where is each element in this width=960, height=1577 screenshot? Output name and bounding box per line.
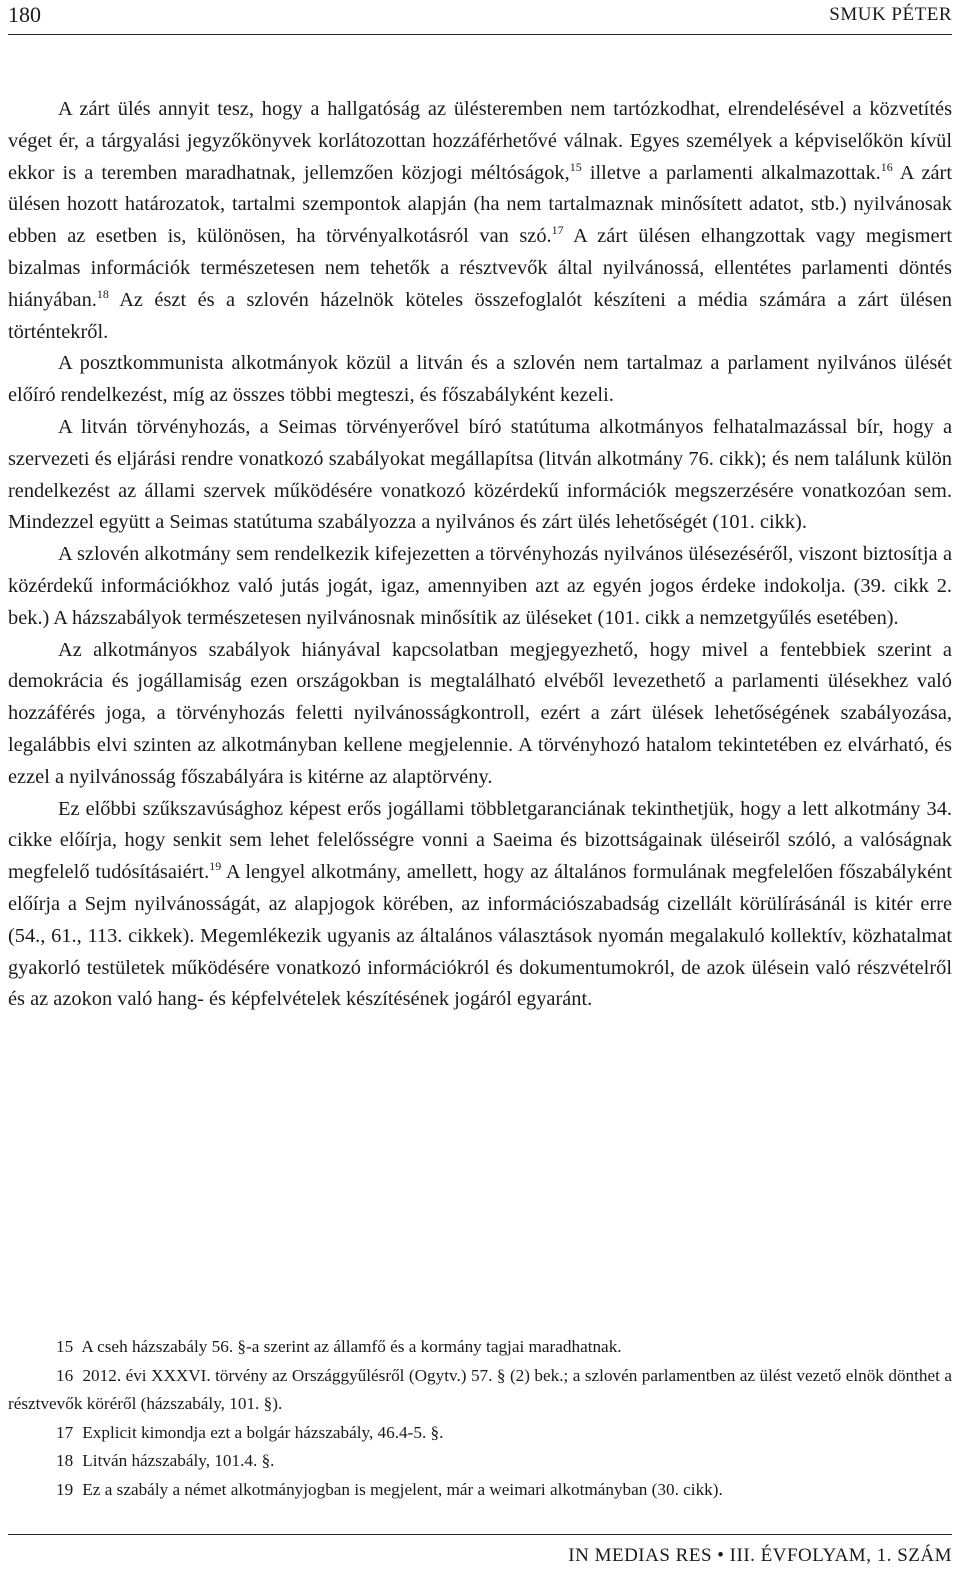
footnote-text: 2012. évi XXXVI. törvény az Országgyűlésről (Ogytv.) 57. § (2) bek.; a szlovén parlamentben az ülést vezető elnök dönthet a résztvevők köréről (házszabály, 101. §). bbox=[8, 1365, 952, 1413]
footnote-reference[interactable]: 18 bbox=[96, 286, 109, 301]
page-header bbox=[8, 0, 952, 35]
footnotes bbox=[8, 1333, 952, 1504]
footnote-text: Explicit kimondja ezt a bolgár házszabály, 46.4-5. §. bbox=[82, 1422, 444, 1442]
paragraph-text: Ez előbbi szűkszavúsághoz képest erős jogállami többletgaranciának tekinthetjük, hogy a lett alkotmány 34. cikke előírja, hogy senkit sem lehet felelősségre vonni a Saeima és bizottságainak üléseiről szóló, a valóságnak megfelelő tudósításaiért. bbox=[8, 797, 952, 884]
footnote-reference[interactable]: 17 bbox=[551, 223, 564, 238]
paragraph bbox=[8, 412, 952, 539]
journal-info bbox=[568, 1545, 952, 1567]
paragraph-text: A szlovén alkotmány sem rendelkezik kifejezetten a törvényhozás nyilvános ülésezéséről, viszont biztosítja a közérdekű információkhoz való jutás jogát, igaz, amennyiben azt az egyén jogos érdeke indokolja. (39. cikk 2. bek.) A házszabályok természetesen nyilvánosnak minősítik az üléseket (101. cikk a nemzetgyűlés esetében). bbox=[8, 543, 952, 629]
paragraph-text: A zárt ülésen elhangzottak vagy megismert bizalmas információk természetesen nem tehetők a résztvevők által nyilvánossá, ellentétes parlamenti döntés hiányában. bbox=[8, 225, 952, 311]
footnote-text: Litván házszabály, 101.4. §. bbox=[82, 1451, 275, 1470]
footnote bbox=[8, 1476, 952, 1505]
footnote bbox=[8, 1447, 952, 1476]
paragraph bbox=[8, 794, 952, 1017]
separator-bullet: • bbox=[717, 1545, 725, 1566]
main-text bbox=[8, 94, 952, 1016]
paragraph bbox=[8, 348, 952, 412]
footnote-number: 16 bbox=[56, 1365, 74, 1385]
paragraph-text: A zárt ülésen hozott határozatok, tartalmi szempontok alapján (ha nem tartalmaznak minősített adatot, stb.) nyilvánosak ebben az esetben is, különösen, ha törvényalkotásról van szó. bbox=[8, 161, 953, 248]
journal-title: IN MEDIAS RES bbox=[568, 1545, 713, 1566]
footnote-number: 15 bbox=[56, 1337, 74, 1356]
page-footer bbox=[8, 1534, 952, 1577]
paragraph-text: A posztkommunista alkotmányok közül a litván és a szlovén nem tartalmaz a parlament nyilvános ülését előíró rendelkezést, míg az összes többi megteszi, és főszabályként kezeli. bbox=[8, 352, 952, 407]
footnote-reference[interactable]: 16 bbox=[880, 159, 893, 174]
footnote-number: 17 bbox=[56, 1422, 74, 1442]
paragraph bbox=[8, 94, 952, 348]
paragraph bbox=[8, 539, 952, 634]
running-head-author: SMUK PÉTER bbox=[829, 4, 952, 25]
footnote-text: A cseh házszabály 56. §-a szerint az államfő és a kormány tagjai maradhatnak. bbox=[81, 1337, 622, 1356]
paragraph-text: Az észt és a szlovén házelnök köteles összefoglalót készíteni a média számára a zárt ülésen történtekről. bbox=[8, 288, 952, 343]
footnote bbox=[8, 1362, 952, 1419]
footnote bbox=[8, 1419, 952, 1448]
footnote-number: 19 bbox=[56, 1479, 74, 1499]
page-number: 180 bbox=[8, 2, 41, 27]
paragraph bbox=[8, 635, 952, 794]
footnote-reference[interactable]: 19 bbox=[209, 859, 222, 874]
footnote-reference[interactable]: 15 bbox=[569, 159, 582, 174]
paragraph-text: A litván törvényhozás, a Seimas törvényerővel bíró statútuma alkotmányos felhatalmazással bír, hogy a szervezeti és eljárási rendre vonatkozó szabályokat megállapítsa (litván alkotmány 76. cikk); és nem találunk külön rendelkezést az állami szervek működésére vonatkozó közérdekű információk megszerzésére vonatkozóan sem. Mindezzel együtt a Seimas statútuma szabályozza a nyilvános és zárt ülés lehetőségét (101. cikk). bbox=[8, 415, 952, 534]
footnote-text: Ez a szabály a német alkotmányjogban is megjelent, már a weimari alkotmányban (30. cikk). bbox=[82, 1479, 723, 1499]
paragraph-text: A lengyel alkotmány, amellett, hogy az általános formulának megfelelően főszabályként előírja a Sejm nyilvánosságát, az alapjogok körében, az információszabadság cizellált körülírásánál is kitér erre (54., 61., 113. cikkek). Megemlékezik ugyanis az általános választások nyomán megalakuló kollektív, közhatalmat gyakorló testületek működésére vonatkozó információkról és dokumentumokról, de azok ülésein való részvételről és az azokon való hang- és képfelvételek készítésének jogáról egyaránt. bbox=[8, 861, 952, 1011]
journal-issue: III. ÉVFOLYAM, 1. SZÁM bbox=[729, 1545, 952, 1566]
footnote-number: 18 bbox=[56, 1451, 74, 1470]
paragraph-text: A zárt ülés annyit tesz, hogy a hallgatóság az ülésteremben nem tartózkodhat, elrendelésével a közvetítés véget ér, a tárgyalási jegyzőkönyvek korlátozottan hozzáférhetővé válnak. Egyes személyek a képviselőkön kívül ekkor is a teremben maradhatnak, jellemzően közjogi méltóságok, bbox=[8, 98, 952, 184]
paragraph-text: Az alkotmányos szabályok hiányával kapcsolatban megjegyezhető, hogy mivel a fentebbiek szerint a demokrácia és jogállamiság ezen országokban is megtalálható elvéből levezethető a parlamenti ülésekhez való hozzáférés joga, a törvényhozás feletti nyilvánosságkontroll, ezért a zárt ülések lehetőségének szabályozása, legalábbis elvi szinten az alkotmányban kellene megjelennie. A törvényhozó hatalom tekintetében ez elvárható, és ezzel a nyilvánosság főszabályára is kitérne az alaptörvény. bbox=[8, 638, 952, 788]
footnote bbox=[8, 1333, 952, 1362]
paragraph-text: illetve a parlamenti alkalmazottak. bbox=[581, 161, 881, 184]
